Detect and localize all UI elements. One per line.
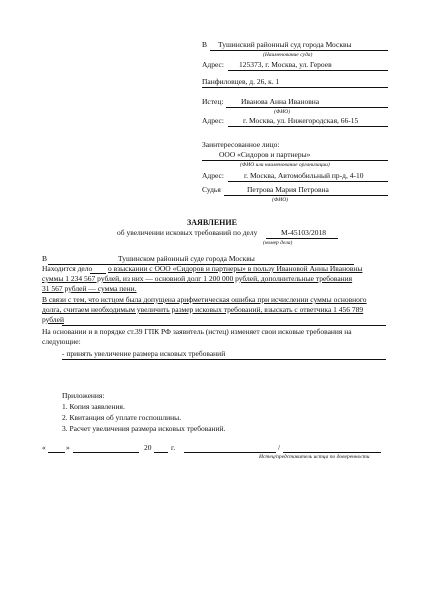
- court-ref-name: Тушинском районный суде города Москвы: [118, 254, 255, 263]
- basis-line-2: следующие:: [42, 337, 81, 346]
- court-caption: (Наименование суда): [263, 52, 313, 58]
- date-day-blank: [48, 452, 65, 453]
- plaintiff-address-value: г. Москва, ул. Нижегородская, 66-15: [243, 116, 359, 125]
- case-number-caption: (номер дела): [263, 240, 293, 246]
- court-underline: [210, 50, 388, 51]
- court-address-underline-2: [202, 87, 388, 88]
- interested-party-name: ООО «Сидоров и партнеры»: [219, 150, 311, 159]
- court-address-underline: [228, 70, 388, 71]
- interested-address-value: г. Москва, Автомобильный пр-д, 4-10: [244, 171, 364, 180]
- interested-address-underline: [228, 181, 388, 182]
- document-subtitle: об увеличении исковых требований по делу: [117, 228, 258, 237]
- reason-line-1: В связи с тем, что истцом была допущена арифметическая ошибка при исчислении суммы основного: [42, 295, 367, 304]
- interested-address-label: Адрес:: [202, 171, 224, 180]
- plaintiff-label: Истец:: [202, 97, 224, 106]
- signature-name-blank: [283, 452, 381, 453]
- reason-underline: [62, 325, 386, 326]
- case-line-start: Находится дело: [42, 264, 93, 273]
- case-number-underline: [266, 238, 338, 239]
- signer-caption: Истец/представитель истца по доверенности: [259, 454, 370, 460]
- court-ref-prefix: В: [42, 254, 48, 263]
- reason-line-2: долга, считаем необходимым увеличить размер исковых требований, взыскать с ответчика 1 456 789: [42, 305, 364, 314]
- date-month-blank: [73, 452, 139, 453]
- judge-caption: (ФИО): [272, 197, 289, 203]
- plaintiff-address-underline: [228, 126, 388, 127]
- basis-line-1: На основании и в порядке ст.39 ГПК РФ заявитель (истец) изменяет свои исковые требования на: [42, 327, 352, 336]
- case-line-penalty: 31 567 рублей — сумма пени.: [42, 284, 137, 293]
- case-number: М-45103/2018: [281, 228, 326, 237]
- interested-party-underline: [202, 160, 388, 161]
- plaintiff-name: Иванова Анна Ивановна: [241, 97, 320, 106]
- plaintiff-caption: (ФИО): [274, 109, 291, 115]
- interested-party-label: Заинтересованное лицо:: [202, 140, 280, 149]
- interested-party-caption: (ФИО или наименование организации): [240, 162, 330, 168]
- plaintiff-address-label: Адрес:: [202, 116, 224, 125]
- attachment-item: 1. Копия заявления.: [62, 402, 125, 411]
- plaintiff-underline: [226, 107, 388, 108]
- court-address-value-2: Панфиловцев, д. 26, к. 1: [202, 77, 280, 86]
- attachment-item: 2. Квитанция об уплате госпошлины.: [62, 413, 182, 422]
- judge-name: Петрова Мария Петровна: [247, 185, 329, 194]
- case-line-subject: о взыскании с ООО «Сидоров и партнеры» в пользу Ивановой Анны Ивановны: [108, 264, 363, 273]
- signature-slash: /: [278, 443, 281, 452]
- reason-line-3: рублей: [42, 315, 65, 324]
- court-address-label: Адрес:: [202, 60, 224, 69]
- date-quote-close: »: [66, 443, 70, 452]
- claim-item-underline: [62, 359, 386, 360]
- date-year-blank: [154, 452, 168, 453]
- document-title: ЗАЯВЛЕНИЕ: [187, 218, 237, 227]
- court-prefix: В: [202, 40, 208, 49]
- judge-label: Судья: [202, 185, 221, 194]
- judge-underline: [224, 195, 388, 196]
- date-year-suffix: г.: [171, 443, 176, 452]
- attachments-heading: Приложения:: [62, 391, 105, 400]
- court-address-value: 125373, г. Москва, ул. Героев: [239, 60, 332, 69]
- date-year: 20: [144, 443, 152, 452]
- claim-item: - принять увеличение размера исковых требований: [62, 349, 226, 358]
- attachment-item: 3. Расчет увеличения размера исковых требований.: [62, 424, 226, 433]
- court-name: Тушинский районный суд города Москвы: [218, 40, 352, 49]
- date-quote-open: «: [42, 443, 46, 452]
- signature-blank: [184, 452, 276, 453]
- case-line-amount: суммы 1 234 567 рублей, из них — основной долг 1 200 000 рублей, дополнительные требования: [42, 274, 353, 283]
